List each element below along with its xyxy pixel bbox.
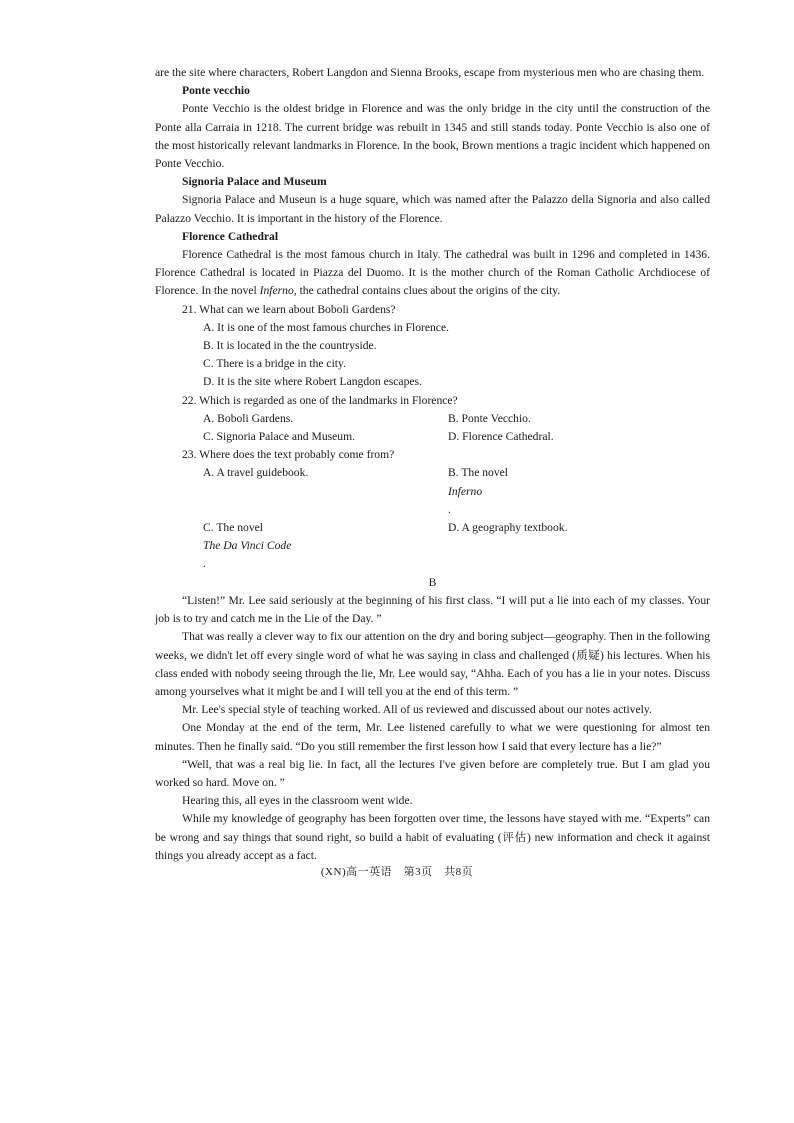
- passage-a-intro: are the site where characters, Robert Langdon and Sienna Brooks, escape from mysterious men who are chasing them.: [155, 66, 705, 79]
- question-23-option-a: A. A travel guidebook.: [203, 466, 309, 480]
- question-22-options-row-1: [155, 410, 710, 428]
- q23-b-suffix: .: [448, 502, 451, 516]
- section-text-ponte-vecchio: Ponte Vecchio is the oldest bridge in Florence and was the only bridge in the city until the construction of the Ponte alla Carraia in 1218. The current bridge was rebuilt in 1345 and still stands today. Ponte Vecchio is also one of the most historically relevant landmarks in Florence. In the book, Brown mentions a tragic incident which happened on Ponte Vecchio.: [155, 102, 710, 171]
- section-heading-cathedral: Florence Cathedral: [182, 229, 279, 243]
- question-23-stem: 23. Where does the text probably come from?: [182, 448, 395, 462]
- question-23-options-row-2: [155, 519, 710, 574]
- question-23-option-c: [203, 519, 448, 574]
- exam-page: [155, 64, 710, 865]
- passage-b-paragraph: “Listen!” Mr. Lee said seriously at the beginning of his first class. “I will put a lie into each of my classes. Your job is to try and catch me in the Lie of the Day. ”: [155, 593, 710, 626]
- question-21-option-d: D. It is the site where Robert Langdon escapes.: [203, 375, 422, 389]
- passage-b-paragraph: Hearing this, all eyes in the classroom went wide.: [182, 794, 413, 808]
- q23-c-italic: The Da Vinci Code: [203, 539, 292, 553]
- cathedral-text-after: , the cathedral contains clues about the origins of the city.: [293, 284, 561, 298]
- passage-b-paragraph: One Monday at the end of the term, Mr. Lee listened carefully to what we were questioning for almost ten minutes. Then he finally said. “Do you still remember the first lesson how I said that every lecture has a lie?”: [155, 721, 710, 753]
- question-22-options-row-2: [155, 428, 710, 446]
- question-23-options-row-1: [155, 464, 710, 519]
- passage-b-paragraph: “Well, that was a real big lie. In fact, all the lectures I've given before are completely true. But I am glad you worked so hard. Move on. ”: [155, 757, 710, 789]
- question-22-option-c: C. Signoria Palace and Museum.: [203, 430, 355, 444]
- q23-b-italic: Inferno: [448, 484, 483, 498]
- section-heading-ponte-vecchio: Ponte vecchio: [182, 84, 250, 98]
- cathedral-text-italic: Inferno: [259, 284, 294, 298]
- page-footer: (XN)高一英语 第3页 共8页: [320, 866, 474, 878]
- question-21-option-a: A. It is one of the most famous churches in Florence.: [203, 320, 449, 334]
- passage-b-paragraph: Mr. Lee's special style of teaching worked. All of us reviewed and discussed about our notes actively.: [182, 703, 652, 717]
- question-21-option-b: B. It is located in the the countryside.: [203, 339, 377, 353]
- question-22-option-b: B. Ponte Vecchio.: [448, 411, 531, 425]
- question-22-option-a: A. Boboli Gardens.: [203, 411, 294, 425]
- section-text-signoria: Signoria Palace and Museun is a huge square, which was named after the Palazzo della Signoria and also called Palazzo Vecchio. It is important in the history of the Florence.: [155, 193, 710, 225]
- passage-b-paragraph: While my knowledge of geography has been forgotten over time, the lessons have stayed with me. “Experts” can be wrong and say things that sound right, so build a habit of evaluating (评估) new information and check it against things you already accept as a fact.: [155, 812, 710, 862]
- passage-b-paragraph: That was really a clever way to fix our attention on the dry and boring subject—geography. Then in the following weeks, we didn't let off every single word of what he was saying in class and challenged (质疑) his lectures. When his class ended with nobody seeing through the lie, Mr. Lee would say, “Ahha. Each of you has a lie in your notes. Discuss among yourselves what it might be and I will tell you at the end of this term. ”: [155, 630, 710, 698]
- question-23-option-b: [448, 464, 508, 519]
- q23-c-prefix: C. The novel: [203, 521, 264, 535]
- question-21-stem: 21. What can we learn about Boboli Gardens?: [182, 302, 396, 316]
- cathedral-text-before: Florence Cathedral is the most famous church in Italy. The cathedral was built in 1296 and completed in 1436. Florence Cathedral is located in Piazza del Duomo. It is the mother church of the Roman Catholic Archdiocese of Florence. In the novel: [155, 248, 710, 298]
- q23-c-suffix: .: [203, 557, 206, 571]
- q23-b-prefix: B. The novel: [448, 466, 509, 480]
- section-text-cathedral: [155, 246, 710, 301]
- question-21-option-c: C. There is a bridge in the city.: [203, 357, 346, 371]
- question-22-stem: 22. Which is regarded as one of the landmarks in Florence?: [182, 393, 458, 407]
- section-heading-signoria: Signoria Palace and Museum: [182, 175, 327, 189]
- question-22-option-d: D. Florence Cathedral.: [448, 430, 554, 444]
- question-23-option-d: D. A geography textbook.: [448, 521, 568, 535]
- passage-b-label: B: [428, 575, 437, 589]
